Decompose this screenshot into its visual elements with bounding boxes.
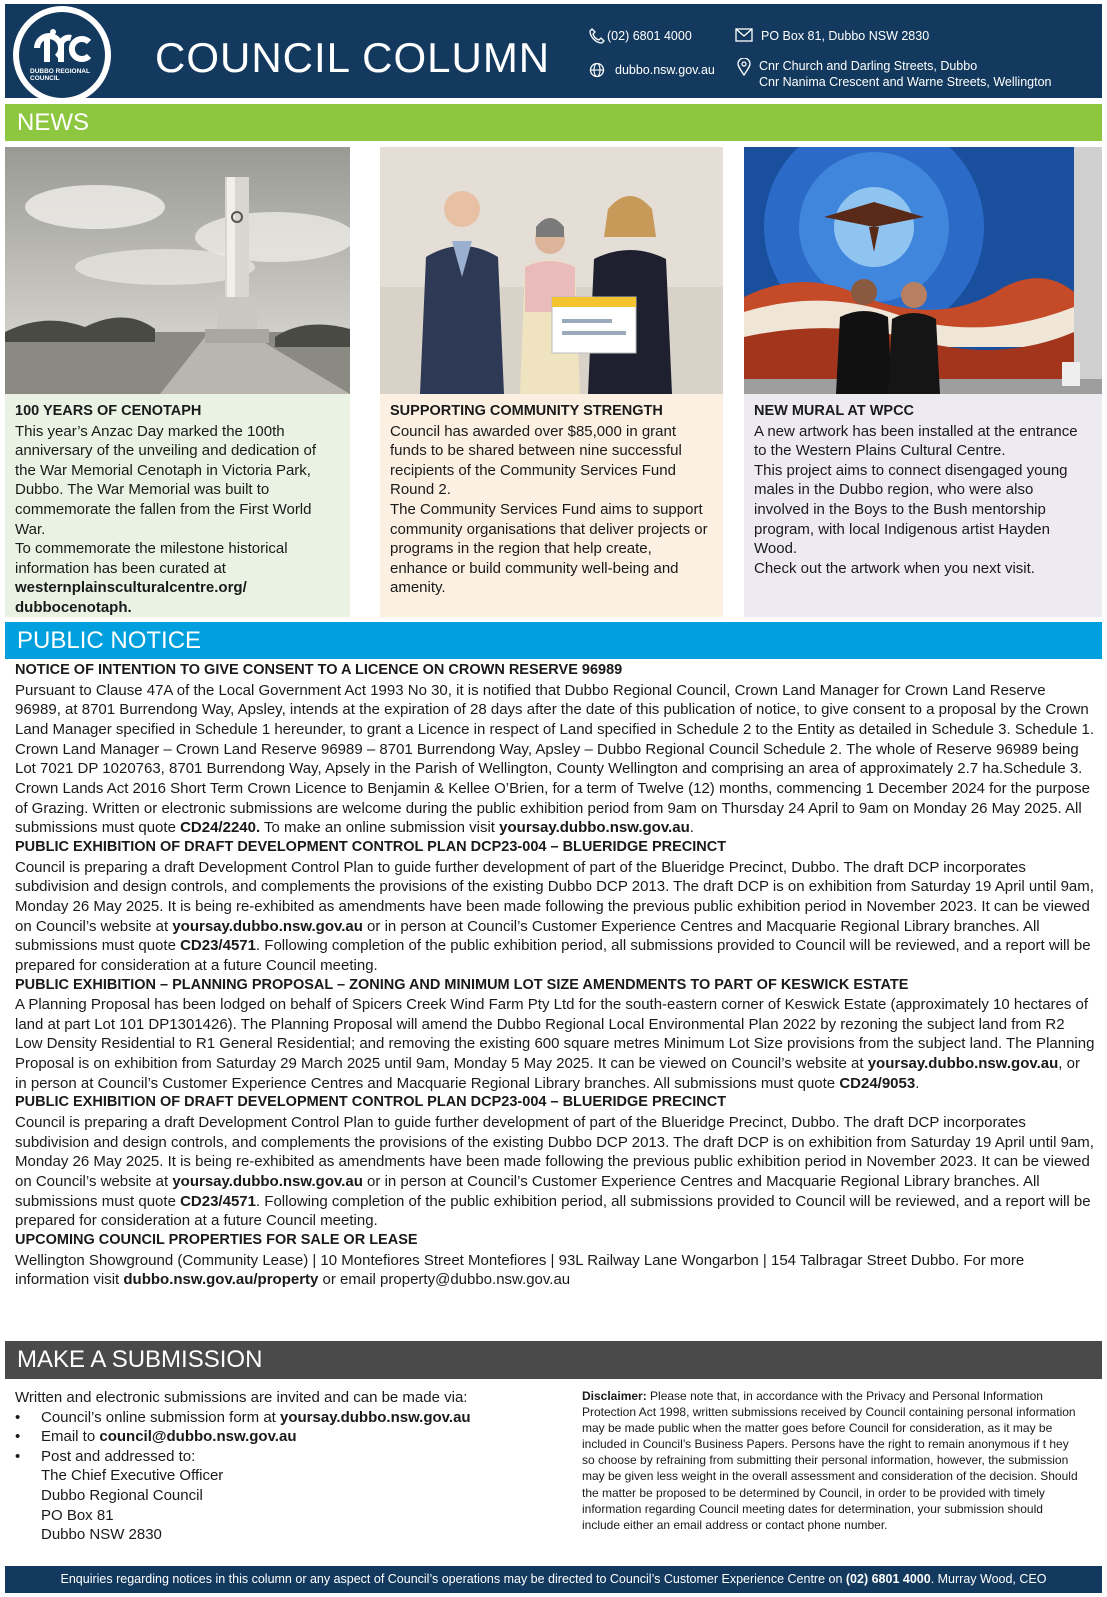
article-title: SUPPORTING COMMUNITY STRENGTH	[390, 403, 663, 419]
article-paragraph: The Community Services Fund aims to support community organisations that deliver projects or programs in the region that help create, enhance or build community well-being and amenity.	[390, 500, 708, 597]
article-paragraph: A new artwork has been installed at the entrance to the Western Plains Cultural Centre.	[754, 422, 1078, 460]
yoursay-link[interactable]: yoursay.dubbo.nsw.gov.au	[172, 1173, 363, 1191]
logo-text: DUBBO REGIONAL COUNCIL	[30, 68, 90, 82]
article-paragraph: Check out the artwork when you next visit.	[754, 559, 1035, 577]
notice-paragraph: A Planning Proposal has been lodged on behalf of Spicers Creek Wind Farm Pty Ltd for the south-eastern corner of Keswick Estate (approximately 10 hectares of land at part Lot 101 DP1301426). The Planning Proposal will amend the Dubbo Regional Local Environmental Plan 2022 by rezoning the subject land from R2 Low Density Residential to R1 General Residential; and removing the existing 600 square metres Minimum Lot Size provisions from the subject land. The Planning Proposal is on exhibition from Saturday 29 March 2025 until 9am, Monday 5 May 2025. It can be viewed on Council’s website at yoursay.dubbo.nsw.gov.au, or in person at Council’s Customer Experience Centres and Macquarie Regional Library branches. All submissions must quote CD24/9053.	[15, 996, 1095, 1092]
submission-intro: Written and electronic submissions are invited and can be made via:	[15, 1389, 468, 1406]
postal-text: PO Box 81, Dubbo NSW 2830	[761, 29, 930, 43]
address-line: PO Box 81	[41, 1506, 114, 1524]
news-article-community	[380, 147, 723, 617]
website-text: dubbo.nsw.gov.au	[615, 63, 715, 77]
yoursay-link[interactable]: yoursay.dubbo.nsw.gov.au	[499, 819, 690, 837]
disclaimer	[582, 1388, 1082, 1533]
notice-paragraph: Council is preparing a draft Development Control Plan to guide further development of part of the Blueridge Precinct, Dubbo. The draft DCP incorporates subdivision and design controls, and complements the provisions of the existing Dubbo DCP 2013. The draft DCP is on exhibition from Saturday 19 April until 9am, Monday 26 May 2025. It is being re-exhibited as amendments have been made following the previous public exhibition period in November 2023. It can be viewed on Council’s website at yoursay.dubbo.nsw.gov.au or in person at Council’s Customer Experience Centres and Macquarie Regional Library branches. All submissions must quote CD23/4571. Following completion of the public exhibition period, all submissions provided to Council will be reviewed, and a report will be prepared for consideration at a future Council meeting.	[15, 858, 1094, 974]
submission-list	[15, 1408, 575, 1467]
contact-website[interactable]	[589, 62, 715, 78]
news-article-cenotaph	[5, 147, 350, 617]
footer-ceo: . Murray Wood, CEO	[930, 1572, 1047, 1586]
make-submission-heading: MAKE A SUBMISSION	[5, 1341, 1102, 1379]
list-item: • Post and addressed to:	[15, 1447, 575, 1467]
address-line-2: Cnr Nanima Crescent and Warne Streets, Wellington	[759, 75, 1052, 89]
contact-phone[interactable]	[589, 28, 692, 44]
page-title: COUNCIL COLUMN	[155, 34, 551, 81]
yoursay-link[interactable]: yoursay.dubbo.nsw.gov.au	[867, 1055, 1059, 1073]
cenotaph-link[interactable]: westernplainsculturalcentre.org/ dubbocenotaph.	[15, 579, 247, 616]
address-line: Dubbo NSW 2830	[41, 1526, 162, 1544]
grant-presentation-photo	[380, 147, 723, 394]
council-email-link[interactable]: council@dubbo.nsw.gov.au	[99, 1428, 297, 1446]
list-item: • Council’s online submission form at yoursay.dubbo.nsw.gov.au	[15, 1408, 575, 1428]
notice-paragraph: Council is preparing a draft Development Control Plan to guide further development of part of the Blueridge Precinct, Dubbo. The draft DCP incorporates subdivision and design controls, and complements the provisions of the existing Dubbo DCP 2013. The draft DCP is on exhibition from Saturday 19 April until 9am, Monday 26 May 2025. It is being re-exhibited as amendments have been made following the previous public exhibition period in November 2023. It can be viewed on Council’s website at yoursay.dubbo.nsw.gov.au or in person at Council’s Customer Experience Centres and Macquarie Regional Library branches. All submissions must quote CD23/4571. Following completion of the public exhibition period, all submissions provided to Council will be reviewed, and a report will be prepared for consideration at a future Council meeting.	[15, 1114, 1094, 1230]
article-title: 100 YEARS OF CENOTAPH	[15, 403, 202, 419]
notice-paragraph: Wellington Showground (Community Lease) | 10 Montefiores Street Montefiores | 93L Railway Lane Wongarbon | 154 Talbragar Street Dubbo. For more information visit dubbo.nsw.gov.au/property or email property@dubbo.nsw.gov.au	[15, 1251, 1025, 1289]
mural-photo	[744, 147, 1102, 394]
news-heading: NEWS	[5, 104, 1102, 141]
page-header	[5, 4, 1102, 98]
contact-address	[737, 58, 1052, 90]
disclaimer-text: Please note that, in accordance with the Privacy and Personal Information Protection Act 1998, written submissions received by Council containing personal information may be made public when the matter goes before Council for consideration, as it may be included in Council’s Business Papers. Persons have the right to remain anonymous if t hey so choose by refraining from submitting their personal information, however, the submission may be given less weight in the overall assessment and consideration of the decision. Should the matter be proposed to be determined by Council, in order to be provided with timely information regarding Council meeting dates for determination, your submission should include either an email address or contact phone number.	[582, 1389, 1078, 1532]
footer-text: Enquiries regarding notices in this column or any aspect of Council’s operations may be directed to Council’s Customer Experience Centre on	[60, 1572, 846, 1586]
public-notice-heading: PUBLIC NOTICE	[5, 622, 1102, 659]
property-link[interactable]: dubbo.nsw.gov.au/property	[123, 1271, 319, 1289]
address-line: The Chief Executive Officer	[41, 1467, 224, 1485]
notice-title: PUBLIC EXHIBITION OF DRAFT DEVELOPMENT CONTROL PLAN DCP23-004 – BLUERIDGE PRECINCT	[15, 838, 727, 855]
article-paragraph: To commemorate the milestone historical information has been curated at westernplainsculturalcentre.org/ dubbocenotaph.	[15, 540, 288, 616]
news-article-mural	[744, 147, 1102, 617]
notice-paragraph: Pursuant to Clause 47A of the Local Government Act 1993 No 30, it is notified that Dubbo Regional Council, Crown Land Manager for Crown Land Reserve 96989, at 8701 Burrendong Way, Apsley, intends at the expiration of 28 days after the date of this publication of notice, to give consent to a proposal by the Crown Land Manager specified in Schedule 1 hereunder, to grant a Licence in respect of Land specified in Schedule 2 to the Entity as detailed in Schedule 3. Schedule 1. Crown Land Manager – Crown Land Reserve 96989 – 8701 Burrendong Way, Apsley – Dubbo Regional Council Schedule 2. The whole of Reserve 96989 being Lot 7021 DP 1020763, 8701 Burrendong Way, Apsely in the Parish of Wellington, County Wellington and comprising an area of approximately 2.7 ha.Schedule 3. Crown Lands Act 2016 Short Term Crown Licence to Benjamin & Kellee O’Brien, for a term of Twelve (12) months, commencing 1 December 2024 for the purpose of Grazing. Written or electronic submissions are welcome during the public exhibition period from 9am on Thursday 24 April to 9am on Monday 26 May 2025. All submissions must quote CD24/2240. To make an online submission visit yoursay.dubbo.nsw.gov.au.	[15, 681, 1095, 837]
news-text-mural	[744, 394, 1102, 617]
notice-title: UPCOMING COUNCIL PROPERTIES FOR SALE OR LEASE	[15, 1232, 418, 1249]
news-text-community	[380, 394, 723, 617]
council-logo[interactable]	[19, 12, 105, 98]
cenotaph-photo	[5, 147, 350, 394]
location-pin-icon	[737, 58, 751, 76]
globe-icon	[589, 62, 605, 78]
drc-logo-icon	[33, 26, 91, 66]
footer-phone[interactable]: (02) 6801 4000	[845, 1572, 931, 1586]
article-title: NEW MURAL AT WPCC	[754, 403, 915, 419]
notice-title: PUBLIC EXHIBITION – PLANNING PROPOSAL – ZONING AND MINIMUM LOT SIZE AMENDMENTS TO PART OF KESWICK ESTATE	[15, 976, 909, 993]
article-paragraph: This project aims to connect disengaged young males in the Dubbo region, who were also involved in the Boys to the Bush mentorship program, with local Indigenous artist Hayden Wood.	[754, 461, 1068, 558]
article-paragraph: Council has awarded over $85,000 in grant funds to be shared between nine successful recipients of the Community Services Fund Round 2.	[390, 422, 682, 499]
mail-icon	[735, 28, 753, 42]
phone-icon	[589, 28, 605, 44]
yoursay-link[interactable]: yoursay.dubbo.nsw.gov.au	[172, 917, 363, 935]
news-text-cenotaph	[5, 394, 350, 617]
address-line: Dubbo Regional Council	[41, 1486, 203, 1504]
notice-title: PUBLIC EXHIBITION OF DRAFT DEVELOPMENT CONTROL PLAN DCP23-004 – BLUERIDGE PRECINCT	[15, 1094, 727, 1111]
postal-address	[15, 1466, 575, 1544]
disclaimer-label: Disclaimer:	[582, 1389, 647, 1403]
address-line-1: Cnr Church and Darling Streets, Dubbo	[759, 59, 978, 73]
yoursay-link[interactable]: yoursay.dubbo.nsw.gov.au	[280, 1408, 471, 1426]
list-item: • Email to council@dubbo.nsw.gov.au	[15, 1427, 575, 1447]
phone-text: (02) 6801 4000	[607, 29, 692, 43]
public-notice-body	[15, 661, 1095, 1290]
article-paragraph: This year’s Anzac Day marked the 100th anniversary of the unveiling and dedication of the War Memorial Cenotaph in Victoria Park, Dubbo. The War Memorial was built to commemorate the fallen from the First World War.	[15, 422, 317, 538]
page-footer	[5, 1566, 1102, 1593]
contact-postal	[735, 28, 929, 44]
notice-title: NOTICE OF INTENTION TO GIVE CONSENT TO A LICENCE ON CROWN RESERVE 96989	[15, 662, 623, 678]
submission-methods	[15, 1388, 575, 1545]
